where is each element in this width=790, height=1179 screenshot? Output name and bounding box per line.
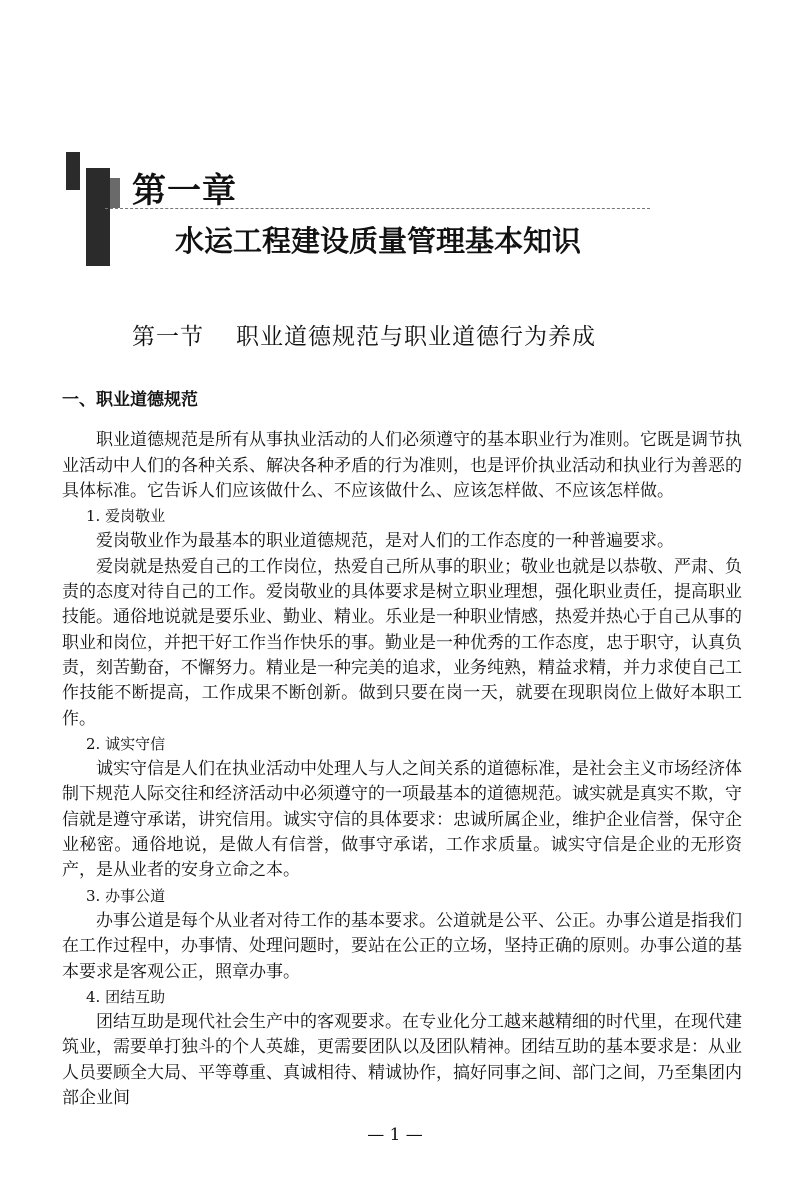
- item-heading-1: 1. 爱岗敬业: [86, 507, 166, 526]
- item-heading-3: 3. 办事公道: [86, 886, 166, 905]
- item-2-paragraph-1: 诚实守信是人们在执业活动中处理人与人之间关系的道德标准，是社会主义市场经济体制下规范人际交往和经济活动中必须遵守的一项最基本的道德规范。诚实就是真实不欺，守信就是遵守承诺，讲究信用。诚实守信的具体要求：忠诚所属企业，维护企业信誉，保守企业秘密。通俗地说，是做人有信誉，做事守承诺，工作求质量。诚实守信是企业的无形资产，是从业者的安身立命之本。: [62, 759, 742, 881]
- chapter-ornament-small-block: [66, 152, 80, 190]
- item-heading-2: 2. 诚实守信: [86, 734, 166, 753]
- chapter-ornament-tall-bar: [86, 168, 110, 266]
- item-1-paragraph-2: 爱岗就是热爱自己的工作岗位，热爱自己所从事的职业；敬业也就是以恭敬、严肃、负责的态度对待自己的工作。爱岗敬业的具体要求是树立职业理想，强化职业责任，提高职业技能。通俗地说就是要乐业、勤业、精业。乐业是一种职业情感，热爱并热心于自己从事的职业和岗位，并把干好工作当作快乐的事。勤业是一种优秀的工作态度，忠于职守，认真负责，刻苦勤奋，不懈努力。精业是一种完美的追求，业务纯熟，精益求精，并力求使自己工作技能不断提高，工作成果不断创新。做到只要在岗一天，就要在现职岗位上做好本职工作。: [62, 556, 742, 729]
- chapter-ornament-accent-block: [110, 178, 120, 208]
- chapter-label: 第一章: [132, 171, 237, 211]
- body-content: [62, 388, 742, 1111]
- section-name: 职业道德规范与职业道德行为养成: [236, 324, 596, 350]
- item-3-paragraph-1: 办事公道是每个从业者对待工作的基本要求。公道就是公平、公正。办事公道是指我们在工作过程中，办事情、处理问题时，要站在公正的立场，坚持正确的原则。办事公道的基本要求是客观公正，照章办事。: [62, 910, 742, 982]
- item-4-paragraph-1: 团结互助是现代社会生产中的客观要求。在专业化分工越来越精细的时代里，在现代建筑业，需要单打独斗的个人英雄，更需要团队以及团队精神。团结互助的基本要求是：从业人员要顾全大局、平等尊重、真诚相待、精诚协作，搞好同事之间、部门之间，乃至集团内部企业间: [62, 1012, 742, 1109]
- section-number: 第一节: [132, 324, 204, 350]
- page-number: — 1 —: [367, 1125, 423, 1145]
- item-heading-4: 4. 团结互助: [86, 987, 166, 1006]
- section-title: [132, 318, 596, 351]
- chapter-title: 水运工程建设质量管理基本知识: [175, 224, 582, 258]
- intro-paragraph: 职业道德规范是所有从事执业活动的人们必须遵守的基本职业行为准则。它既是调节执业活动中人们的各种关系、解决各种矛盾的行为准则，也是评价执业活动和执业行为善恶的具体标准。它告诉人们应该做什么、不应该做什么、应该怎样做、不应该怎样做。: [62, 430, 742, 501]
- heading-level1: 一、职业道德规范: [62, 390, 198, 410]
- item-1-paragraph-1: 爱岗敬业作为最基本的职业道德规范，是对人们的工作态度的一种普遍要求。: [96, 531, 674, 552]
